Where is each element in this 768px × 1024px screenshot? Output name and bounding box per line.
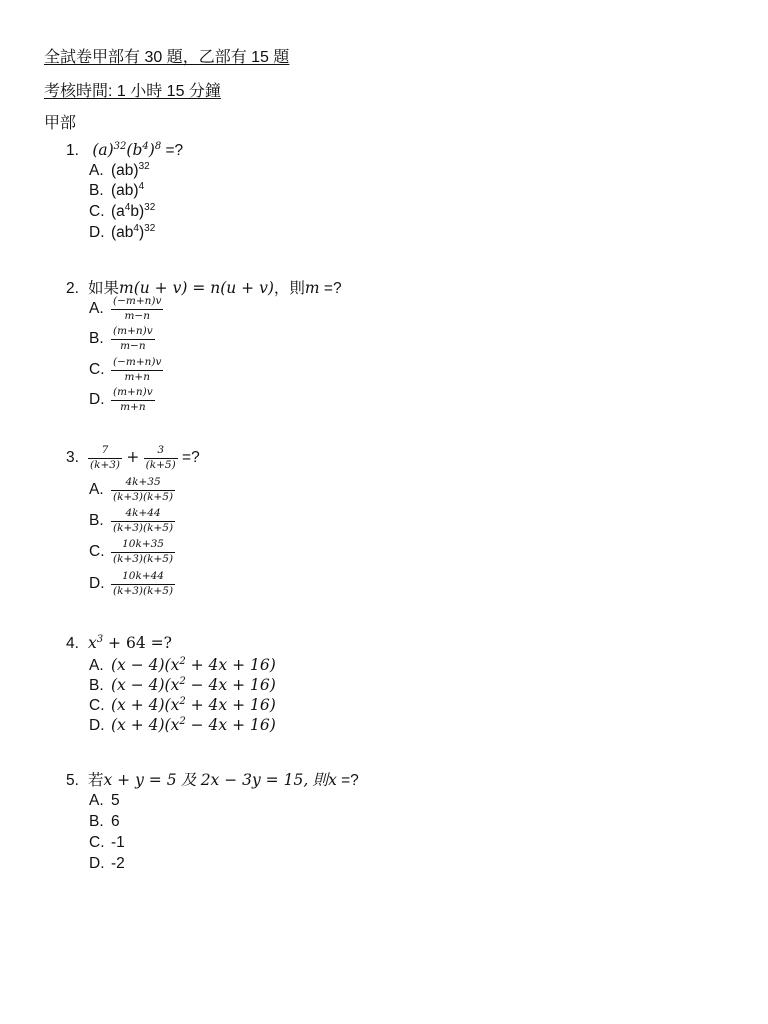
fraction: $\frac{4k+35}{(k+3)(k+5)}$ — [113, 476, 174, 503]
question-1: 1. $(a)^{32}(b^4)^8$ =? — [66, 141, 184, 159]
option-a: A. $\frac{(-m+n)v}{m-n}$ — [89, 295, 162, 322]
exam-info-line: 全試卷甲部有 30 題，乙部有 15 題 — [44, 49, 290, 66]
fraction: $\frac{7}{(k+3)}$ — [90, 444, 121, 471]
question-stem: $x^3 + 64$ =? — [88, 634, 172, 652]
option-d: D. $(ab^4)^{32}$ — [89, 223, 156, 241]
section-title: 甲部 — [44, 115, 77, 132]
question-4 — [66, 634, 172, 653]
option-b: B. (ab)$^4$ — [89, 181, 145, 199]
option-a: A. 5 — [89, 792, 120, 809]
question-3: 3. $\frac{7}{(k+3)}$ + $\frac{3}{(k+5)}$ =? — [66, 444, 200, 471]
option-c: C. $\frac{(-m+n)v}{m+n}$ — [89, 356, 162, 383]
option-a: A. $\frac{4k+35}{(k+3)(k+5)}$ — [89, 476, 174, 503]
fraction: $\frac{(-m+n)v}{m+n}$ — [113, 356, 162, 383]
question-2: 2. 如果m(u + v) = n(u + v)，則m =? — [66, 279, 342, 297]
question-stem: m(u + v) = n(u + v) — [119, 279, 274, 297]
question-number: 4. — [66, 635, 79, 652]
question-number: 2. — [66, 280, 79, 297]
question-5: 5. 若x + y = 5 及 2x − 3y = 15, 則x =? — [66, 771, 359, 789]
option-c: C. $(x + 4)(x^2 + 4x + 16)$ — [89, 696, 276, 714]
option-c: C. -1 — [89, 834, 125, 851]
option-d: D. $\frac{10k+44}{(k+3)(k+5)}$ — [89, 570, 174, 597]
option-b: B. $(x - 4)(x^2 - 4x + 16)$ — [89, 676, 276, 694]
option-a: A. (ab)$^{32}$ — [89, 161, 150, 179]
option-b: B. $\frac{(m+n)v}{m-n}$ — [89, 325, 153, 352]
option-d: D. $\frac{(m+n)v}{m+n}$ — [89, 386, 153, 413]
fraction: $\frac{4k+44}{(k+3)(k+5)}$ — [113, 507, 174, 534]
fraction: $\frac{(-m+n)v}{m-n}$ — [113, 295, 162, 322]
option-b: B. $\frac{4k+44}{(k+3)(k+5)}$ — [89, 507, 174, 534]
fraction: $\frac{10k+35}{(k+3)(k+5)}$ — [113, 538, 174, 565]
option-d: D. -2 — [89, 855, 125, 872]
exam-duration-line: 考核時間: 1 小時 15 分鐘 — [44, 83, 221, 100]
fraction: $\frac{(m+n)v}{m+n}$ — [113, 386, 153, 413]
question-number: 1. — [66, 142, 79, 159]
fraction: $\frac{3}{(k+5)}$ — [145, 444, 176, 471]
option-b: B. 6 — [89, 813, 120, 830]
question-number: 3. — [66, 449, 79, 467]
option-c: C. $(a^4b)^{32}$ — [89, 202, 156, 220]
option-a: A. $(x - 4)(x^2 + 4x + 16)$ — [89, 656, 276, 674]
fraction: $\frac{10k+44}{(k+3)(k+5)}$ — [113, 570, 174, 597]
fraction: $\frac{(m+n)v}{m-n}$ — [113, 325, 153, 352]
option-d: D. $(x + 4)(x^2 - 4x + 16)$ — [89, 716, 276, 734]
question-stem: $(a)^{32}(b^4)^8$ — [92, 141, 162, 159]
option-c: C. $\frac{10k+35}{(k+3)(k+5)}$ — [89, 538, 174, 565]
question-number: 5. — [66, 772, 79, 789]
